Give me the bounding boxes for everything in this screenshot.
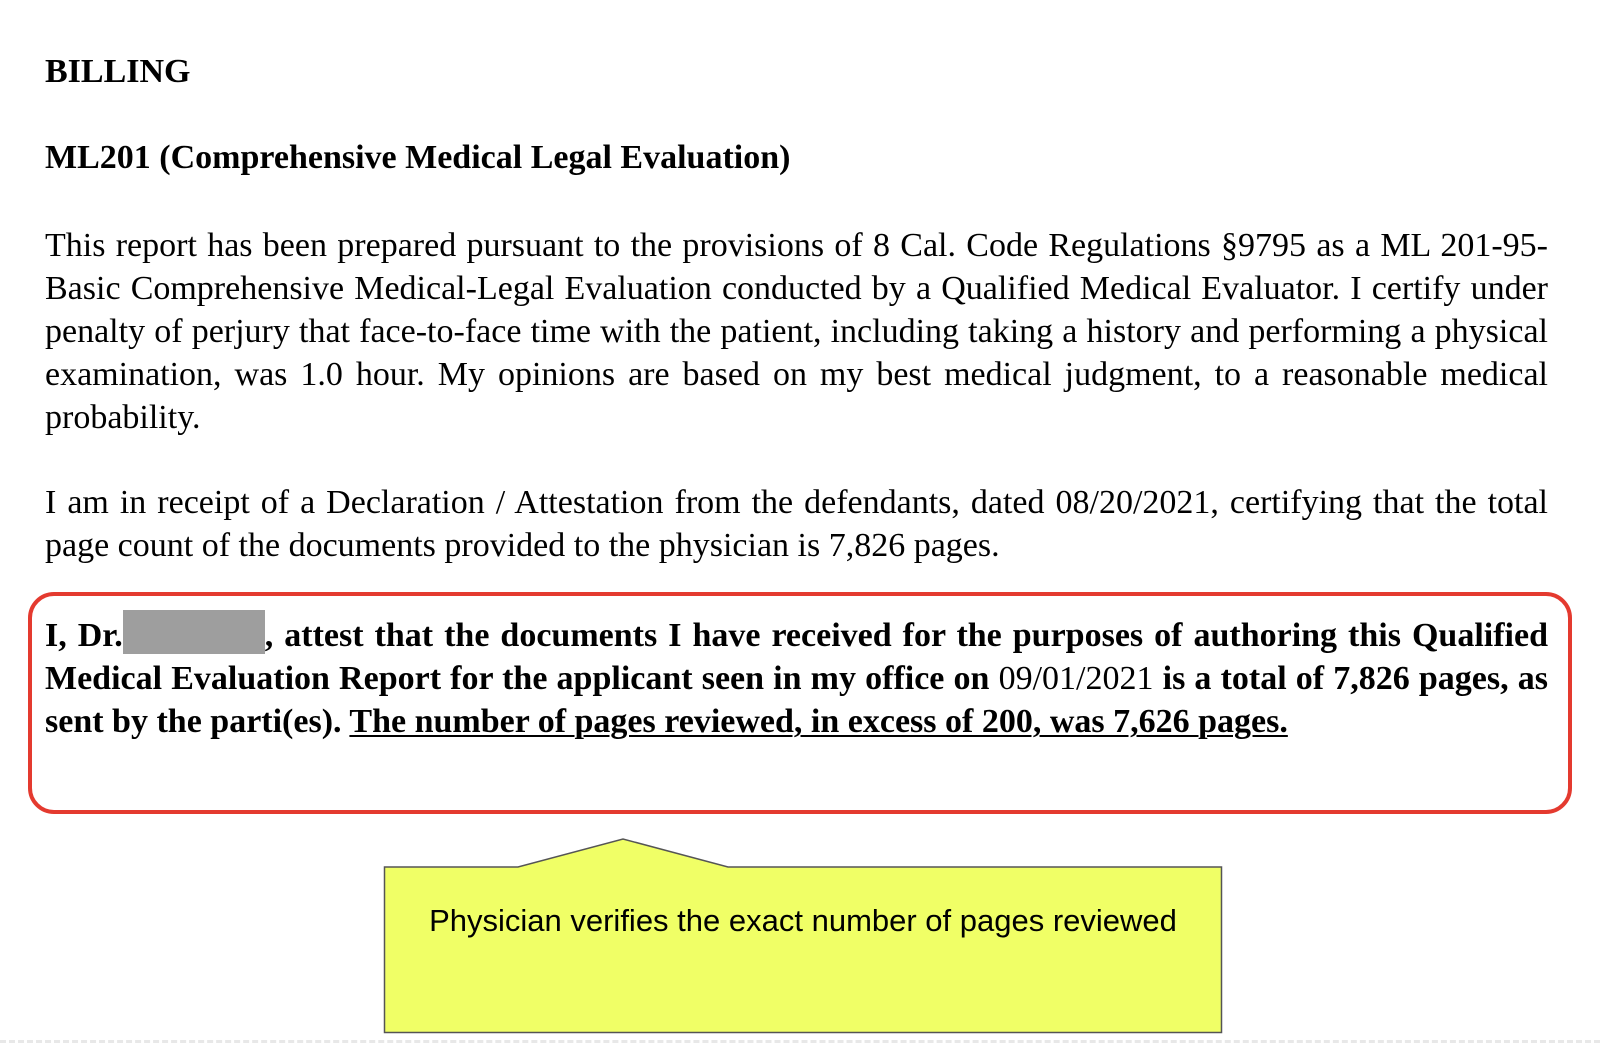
- receipt-paragraph: I am in receipt of a Declaration / Attestation from the defendants, dated 08/20/2021, certifying that the total page count of the documents provided to the physician is 7,826 pages.: [45, 484, 1548, 564]
- report-paragraph: This report has been prepared pursuant to the provisions of 8 Cal. Code Regulations §9795 as a ML 201-95-Basic Comprehensive Medical-Legal Evaluation conducted by a Qualified Medical Evaluator. I certify under penalty of perjury that face-to-face time with the patient, including taking a history and performing a physical examination, was 1.0 hour. My opinions are based on my best medical judgment, to a reasonable medical probability.: [45, 227, 1548, 436]
- ml201-heading: ML201 (Comprehensive Medical Legal Evaluation): [45, 139, 791, 176]
- attestation-paragraph: [45, 610, 1548, 743]
- callout-note: [383, 837, 1223, 1034]
- attestation-body: , attest that the documents I have received for the purposes of authoring this Qualified Medical Evaluation Report for the applicant seen in my office on: [45, 617, 1548, 697]
- page-edge-divider: [0, 1040, 1600, 1043]
- attestation-total-pages: is a total of 7,826 pages, as sent by the parti(es).: [45, 660, 1548, 740]
- attestation-pages-reviewed: The number of pages reviewed, in excess of 200, was 7,626 pages.: [349, 703, 1288, 740]
- callout-text: Physician verifies the exact number of pages reviewed: [429, 903, 1177, 938]
- attestation-visit-date: 09/01/2021: [998, 660, 1154, 697]
- redacted-physician-name: [123, 610, 265, 654]
- attestation-prefix: I, Dr.: [45, 617, 123, 654]
- billing-heading: BILLING: [45, 53, 191, 90]
